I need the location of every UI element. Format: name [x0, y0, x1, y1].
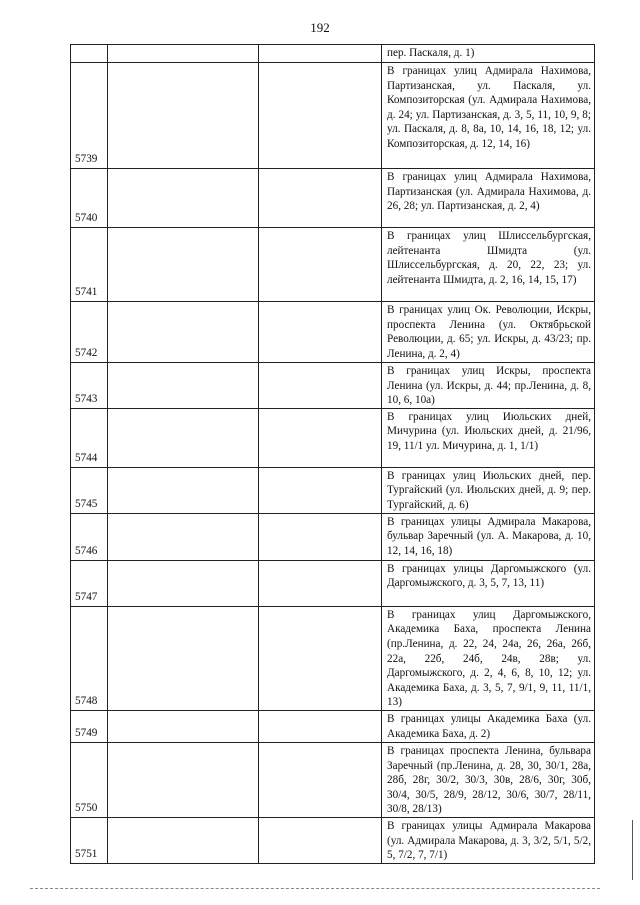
boundary-description — [382, 228, 595, 302]
empty-cell — [259, 513, 382, 560]
boundary-description — [382, 513, 595, 560]
empty-cell — [108, 169, 259, 228]
table-row — [71, 467, 595, 513]
row-number-cell — [71, 45, 108, 63]
row-number-cell — [71, 363, 108, 409]
empty-cell — [108, 513, 259, 560]
row-number-cell — [71, 169, 108, 228]
row-number: 5746 — [75, 545, 98, 558]
row-number-cell — [71, 467, 108, 513]
row-number: 5742 — [75, 347, 98, 360]
description-text: В границах улиц Адмирала Нахимова, Партизанская (ул. Адмирала Нахимова, д. 26, 28; ул. Партизанская, д. 2, 4) — [387, 171, 591, 213]
boundary-description — [382, 817, 595, 863]
boundary-description — [382, 606, 595, 710]
table-row — [71, 408, 595, 467]
row-number-cell — [71, 302, 108, 363]
empty-cell — [259, 45, 382, 63]
row-number: 5740 — [75, 212, 98, 225]
description-text: В границах улиц Июльских дней, Мичурина (ул. Июльских дней, д. 21/96, 19, 11/1 ул. Мичурина, д. 1, 1/1) — [387, 410, 591, 452]
empty-cell — [108, 408, 259, 467]
description-text: В границах улиц Искры, проспекта Ленина (ул. Искры, д. 44; пр.Ленина, д. 8, 10, 6, 10а) — [387, 365, 591, 407]
empty-cell — [108, 467, 259, 513]
empty-cell — [259, 302, 382, 363]
row-number: 5741 — [75, 286, 98, 299]
description-text: В границах улиц Ок. Революции, Искры, проспекта Ленина (ул. Октябрьской Революции, д. 65; ул. Искры, д. 43/23; пр. Ленина, д. 2, 4) — [387, 304, 591, 360]
empty-cell — [259, 228, 382, 302]
empty-cell — [108, 742, 259, 817]
page-number: 192 — [310, 20, 330, 35]
empty-cell — [108, 63, 259, 169]
address-table — [70, 44, 595, 864]
table-row — [71, 560, 595, 606]
description-text: В границах улицы Адмирала Макарова, бульвар Заречный (ул. А. Макарова, д. 10, 12, 14, 16, 18) — [387, 515, 591, 557]
empty-cell — [108, 817, 259, 863]
table-row — [71, 710, 595, 742]
empty-cell — [259, 606, 382, 710]
row-number: 5739 — [75, 153, 98, 166]
table-row — [71, 742, 595, 817]
empty-cell — [108, 45, 259, 63]
description-text: В границах улицы Академика Баха (ул. Академика Баха, д. 2) — [387, 712, 591, 740]
row-number-cell — [71, 710, 108, 742]
boundary-description — [382, 467, 595, 513]
row-number: 5749 — [75, 727, 98, 740]
empty-cell — [259, 169, 382, 228]
empty-cell — [259, 710, 382, 742]
empty-cell — [108, 606, 259, 710]
empty-cell — [259, 560, 382, 606]
row-number-cell — [71, 817, 108, 863]
description-text: В границах улиц Шлиссельбургская, лейтенанта Шмидта (ул. Шлиссельбургская, д. 20, 22, 23; ул. лейтенанта Шмидта, д. 2, 16, 14, 15, 17) — [387, 230, 591, 286]
table-row — [71, 817, 595, 863]
description-text: В границах проспекта Ленина, бульвара Заречный (пр.Ленина, д. 28, 30, 30/1, 28а, 28б, 28г, 30/2, 30/3, 30в, 28/6, 30г, 30б, 30/4, 30/5, 28/9, 28/12, 30/6, 30/7, 28/11, 30/8, 28/13) — [387, 744, 591, 816]
row-number-cell — [71, 560, 108, 606]
boundary-description — [382, 742, 595, 817]
row-number-cell — [71, 228, 108, 302]
empty-cell — [108, 560, 259, 606]
empty-cell — [259, 742, 382, 817]
description-text: В границах улиц Июльских дней, пер. Тургайский (ул. Июльских дней, д. 9; пер. Тургайский, д. 6) — [387, 469, 591, 511]
table-row — [71, 606, 595, 710]
row-number: 5748 — [75, 695, 98, 708]
empty-cell — [108, 302, 259, 363]
empty-cell — [108, 228, 259, 302]
description-text: В границах улицы Даргомыжского (ул. Даргомыжского, д. 3, 5, 7, 13, 11) — [387, 562, 591, 590]
continuation-text: пер. Паскаля, д. 1) — [387, 47, 475, 59]
row-number: 5751 — [75, 848, 98, 861]
boundary-description — [382, 408, 595, 467]
row-number: 5744 — [75, 452, 98, 465]
row-number: 5750 — [75, 802, 98, 815]
row-number: 5745 — [75, 498, 98, 511]
empty-cell — [259, 63, 382, 169]
table-row — [71, 302, 595, 363]
description-text: В границах улиц Даргомыжского, Академика Баха, проспекта Ленина (пр.Ленина, д. 22, 24, 24а, 26, 26а, 26б, 22а, 22б, 24б, 24в, 28в; ул. Даргомыжского, д. 2, 4, 6, 8, 10, 12; ул. Академика Баха, д. 3, 5, 7, 9/1, 9, 11, 11/1, 13) — [387, 608, 591, 709]
row-number: 5743 — [75, 393, 98, 406]
table-row — [71, 169, 595, 228]
description-text: В границах улиц Адмирала Нахимова, Партизанская, ул. Паскаля, ул. Композиторская (ул. Адмирала Нахимова, д. 24; ул. Партизанская, д. 3, 5, 11, 10, 9, 8; ул. Паскаля, д. 8, 8а, 10, 14, 16, 18, 12; ул. Композиторская, д. 12, 14, 16) — [387, 65, 591, 150]
table-row — [71, 363, 595, 409]
empty-cell — [259, 363, 382, 409]
row-number-cell — [71, 513, 108, 560]
footer-divider — [30, 888, 600, 889]
scan-edge-line — [632, 820, 633, 880]
boundary-description — [382, 302, 595, 363]
row-number-cell — [71, 742, 108, 817]
table-row — [71, 45, 595, 63]
boundary-description — [382, 560, 595, 606]
empty-cell — [108, 710, 259, 742]
boundary-description — [382, 63, 595, 169]
table-row — [71, 513, 595, 560]
empty-cell — [108, 363, 259, 409]
table-row — [71, 228, 595, 302]
boundary-description — [382, 45, 595, 63]
row-number-cell — [71, 606, 108, 710]
row-number-cell — [71, 408, 108, 467]
boundary-description — [382, 363, 595, 409]
empty-cell — [259, 817, 382, 863]
description-text: В границах улицы Адмирала Макарова (ул. Адмирала Макарова, д. 3, 3/2, 5/1, 5/2, 5, 7/2, 7, 7/1) — [387, 819, 591, 862]
row-number: 5747 — [75, 591, 98, 604]
boundary-description — [382, 169, 595, 228]
row-number-cell — [71, 63, 108, 169]
table-row — [71, 63, 595, 169]
boundary-description — [382, 710, 595, 742]
empty-cell — [259, 467, 382, 513]
empty-cell — [259, 408, 382, 467]
